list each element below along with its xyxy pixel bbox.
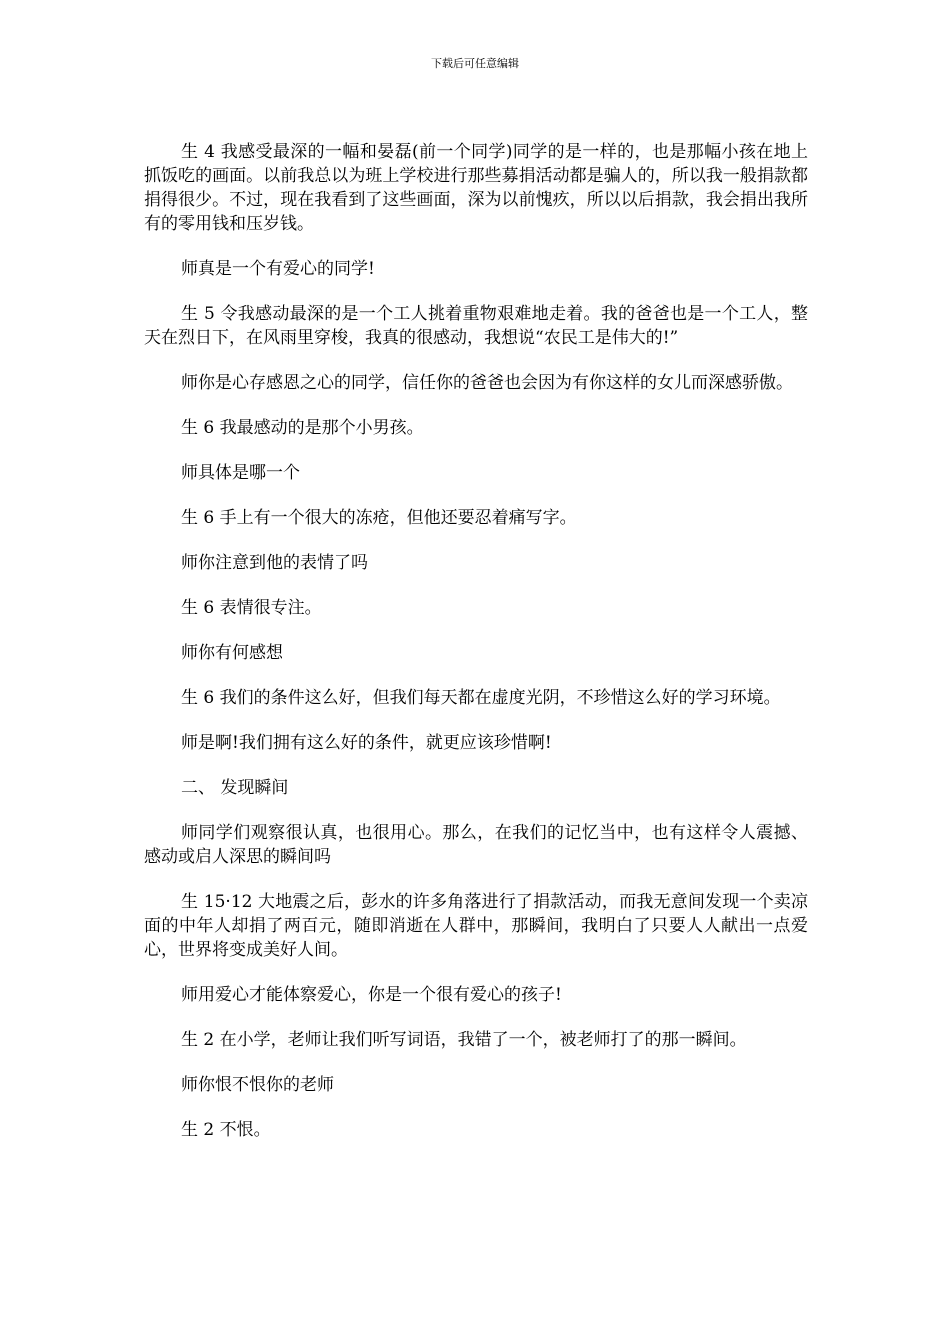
page-header: 下载后可任意编辑 [431,57,519,70]
paragraph: 生 6 表情很专注。 [181,598,322,618]
paragraph: 师真是一个有爱心的同学! [181,259,375,279]
paragraph: 师你注意到他的表情了吗 [181,553,368,573]
paragraph: 生 15·12 大地震之后，彭水的许多角落进行了捐款活动，而我无意间发现一个卖凉面的中年人却捐了两百元，随即消逝在人群中，那瞬间，我明白了只要人人献出一点爱心，世界将变成美好人间。 [144,892,808,960]
paragraph: 师同学们观察很认真，也很用心。那么，在我们的记忆当中，也有这样令人震撼、感动或启人深思的瞬间吗 [144,823,808,867]
paragraph: 师具体是哪一个 [181,463,300,483]
paragraph: 生 2 不恨。 [181,1120,271,1140]
paragraph: 生 6 手上有一个很大的冻疮，但他还要忍着痛写字。 [181,508,577,528]
section-heading: 二、 发现瞬间 [181,778,289,798]
paragraph: 师你是心存感恩之心的同学，信任你的爸爸也会因为有你这样的女儿而深感骄傲。 [181,373,793,393]
paragraph: 师你恨不恨你的老师 [181,1075,334,1095]
paragraph: 生 4 我感受最深的一幅和晏磊(前一个同学)同学的是一样的，也是那幅小孩在地上抓饭吃的画面。以前我总以为班上学校进行那些募捐活动都是骗人的，所以我一般捐款都捐得很少。不过，现在我看到了这些画面，深为以前愧疚，所以以后捐款，我会捐出我所有的零用钱和压岁钱。 [144,142,808,234]
paragraph: 生 6 我最感动的是那个小男孩。 [181,418,424,438]
paragraph: 生 6 我们的条件这么好，但我们每天都在虚度光阴，不珍惜这么好的学习环境。 [181,688,781,708]
paragraph: 师你有何感想 [181,643,283,663]
paragraph: 生 5 令我感动最深的是一个工人挑着重物艰难地走着。我的爸爸也是一个工人，整天在烈日下，在风雨里穿梭，我真的很感动，我想说“农民工是伟大的!” [144,304,808,348]
paragraph: 生 2 在小学，老师让我们听写词语，我错了一个，被老师打了的那一瞬间。 [181,1030,747,1050]
paragraph: 师用爱心才能体察爱心，你是一个很有爱心的孩子! [181,985,562,1005]
paragraph: 师是啊!我们拥有这么好的条件，就更应该珍惜啊! [181,733,552,753]
document-body [144,140,808,1163]
